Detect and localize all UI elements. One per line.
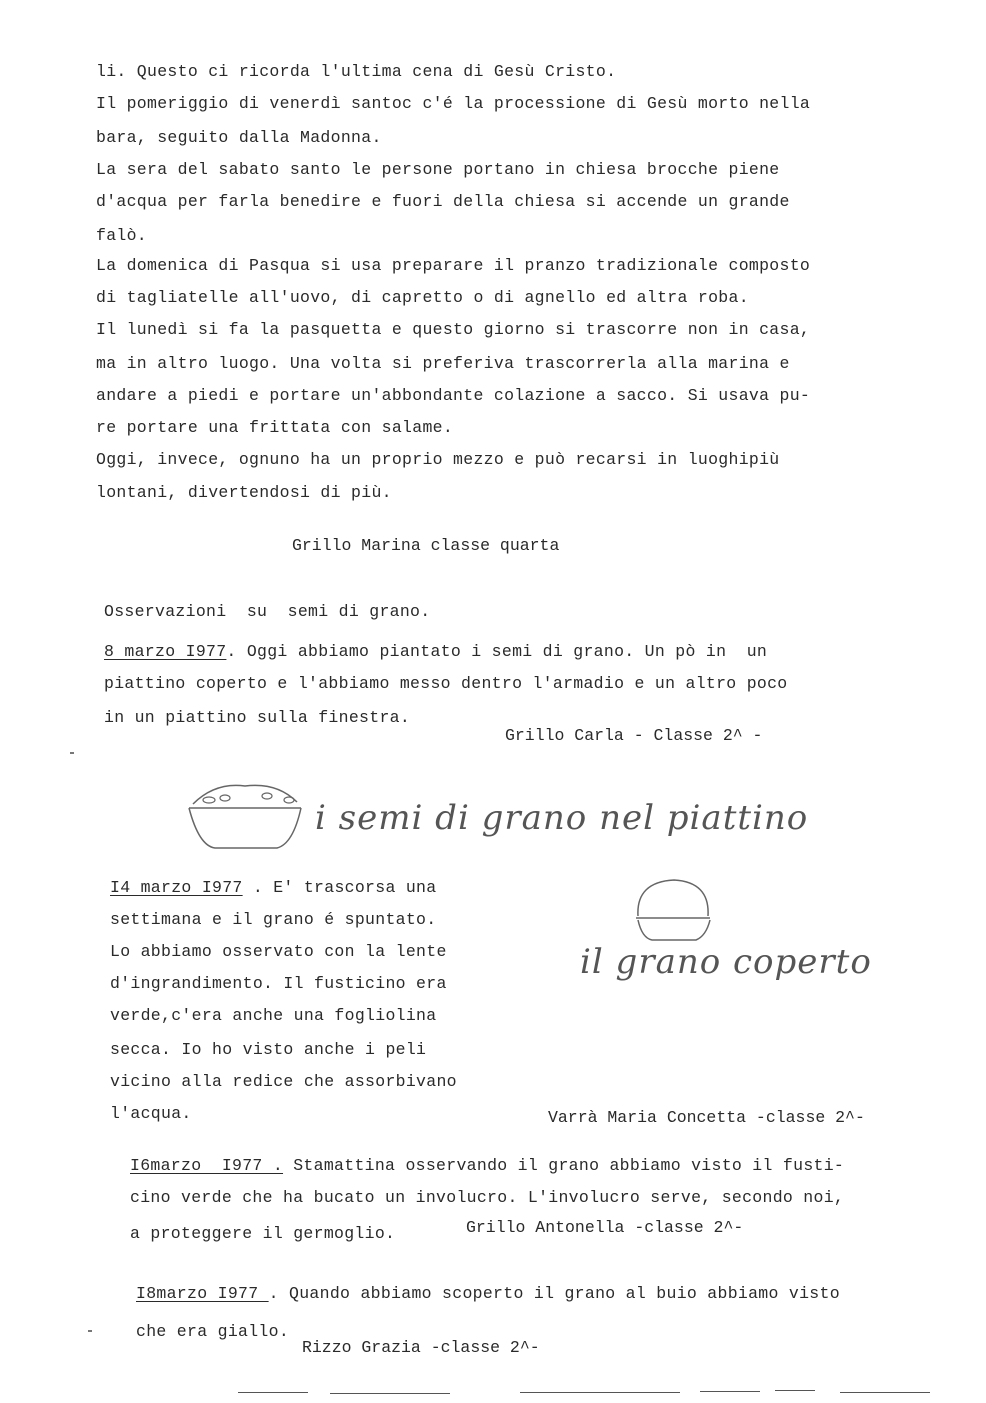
scan-line [330,1393,450,1394]
handwritten-caption-seeds: i semi di grano nel piattino [315,798,809,838]
text-line: I4 marzo I977 . E' trascorsa una [110,878,437,897]
scan-speck [70,752,74,754]
text-line: vicino alla redice che assorbivano [110,1072,457,1091]
entry-date: I6marzo I977 . [130,1156,284,1175]
handwritten-caption-covered: il grano coperto [580,942,872,982]
text-line: La domenica di Pasqua si usa preparare il pranzo tradizionale composto [96,256,811,275]
text-line: Lo abbiamo osservato con la lente [110,942,447,961]
text-line: I8marzo I977 . Quando abbiamo scoperto il grano al buio abbiamo visto [136,1284,840,1303]
text-line: bara, seguito dalla Madonna. [96,128,382,147]
text-line: ma in altro luogo. Una volta si preferiva trascorrerla alla marina e [96,354,790,373]
section-heading: Osservazioni su semi di grano. [104,602,431,621]
entry-date: I4 marzo I977 [110,878,243,897]
text-line: settimana e il grano é spuntato. [110,910,437,929]
covered-dish-drawing [632,876,716,946]
text-line: cino verde che ha bucato un involucro. L'involucro serve, secondo noi, [130,1188,845,1207]
text-line: re portare una frittata con salame. [96,418,454,437]
text-line: l'acqua. [110,1104,192,1123]
entry-date: I8marzo I977 [136,1284,269,1303]
scan-line [238,1392,308,1393]
text-line: Il pomeriggio di venerdì santoc c'é la processione di Gesù morto nella [96,94,811,113]
text-line: li. Questo ci ricorda l'ultima cena di Gesù Cristo. [96,62,617,81]
text-line: verde,c'era anche una fogliolina [110,1006,437,1025]
signature-grillo-carla: Grillo Carla - Classe 2^ - [505,726,763,745]
text-line: di tagliatelle all'uovo, di capretto o di agnello ed altra roba. [96,288,749,307]
text-line: d'acqua per farla benedire e fuori della chiesa si accende un grande [96,192,790,211]
text-line: piattino coperto e l'abbiamo messo dentro l'armadio e un altro poco [104,674,788,693]
signature-rizzo-grazia: Rizzo Grazia -classe 2^- [302,1338,540,1357]
scan-line [700,1391,760,1392]
scan-line [775,1390,815,1391]
signature-grillo-marina: Grillo Marina classe quarta [292,536,560,555]
scan-speck [88,1330,92,1332]
text-line: lontani, divertendosi di più. [96,483,392,502]
signature-varra-maria-concetta: Varrà Maria Concetta -classe 2^- [548,1108,865,1127]
signature-grillo-antonella: Grillo Antonella -classe 2^- [466,1218,744,1237]
text-line: I6marzo I977 . Stamattina osservando il grano abbiamo visto il fusti- [130,1156,845,1175]
seed-dish-drawing [185,778,305,858]
text-line: a proteggere il germoglio. [130,1224,396,1243]
entry-date: 8 marzo I977 [104,642,227,661]
text-line: Il lunedì si fa la pasquetta e questo giorno si trascorre non in casa, [96,320,811,339]
scan-line [520,1392,680,1393]
text-line: d'ingrandimento. Il fusticino era [110,974,447,993]
text-line: falò. [96,226,148,245]
text-line: 8 marzo I977. Oggi abbiamo piantato i semi di grano. Un pò in un [104,642,768,661]
scan-line [840,1392,930,1393]
text-line: andare a piedi e portare un'abbondante colazione a sacco. Si usava pu- [96,386,811,405]
text-line: Oggi, invece, ognuno ha un proprio mezzo e può recarsi in luoghipiù [96,450,780,469]
text-line: secca. Io ho visto anche i peli [110,1040,427,1059]
text-line: La sera del sabato santo le persone portano in chiesa brocche piene [96,160,780,179]
text-line: che era giallo. [136,1322,290,1341]
text-line: in un piattino sulla finestra. [104,708,411,727]
